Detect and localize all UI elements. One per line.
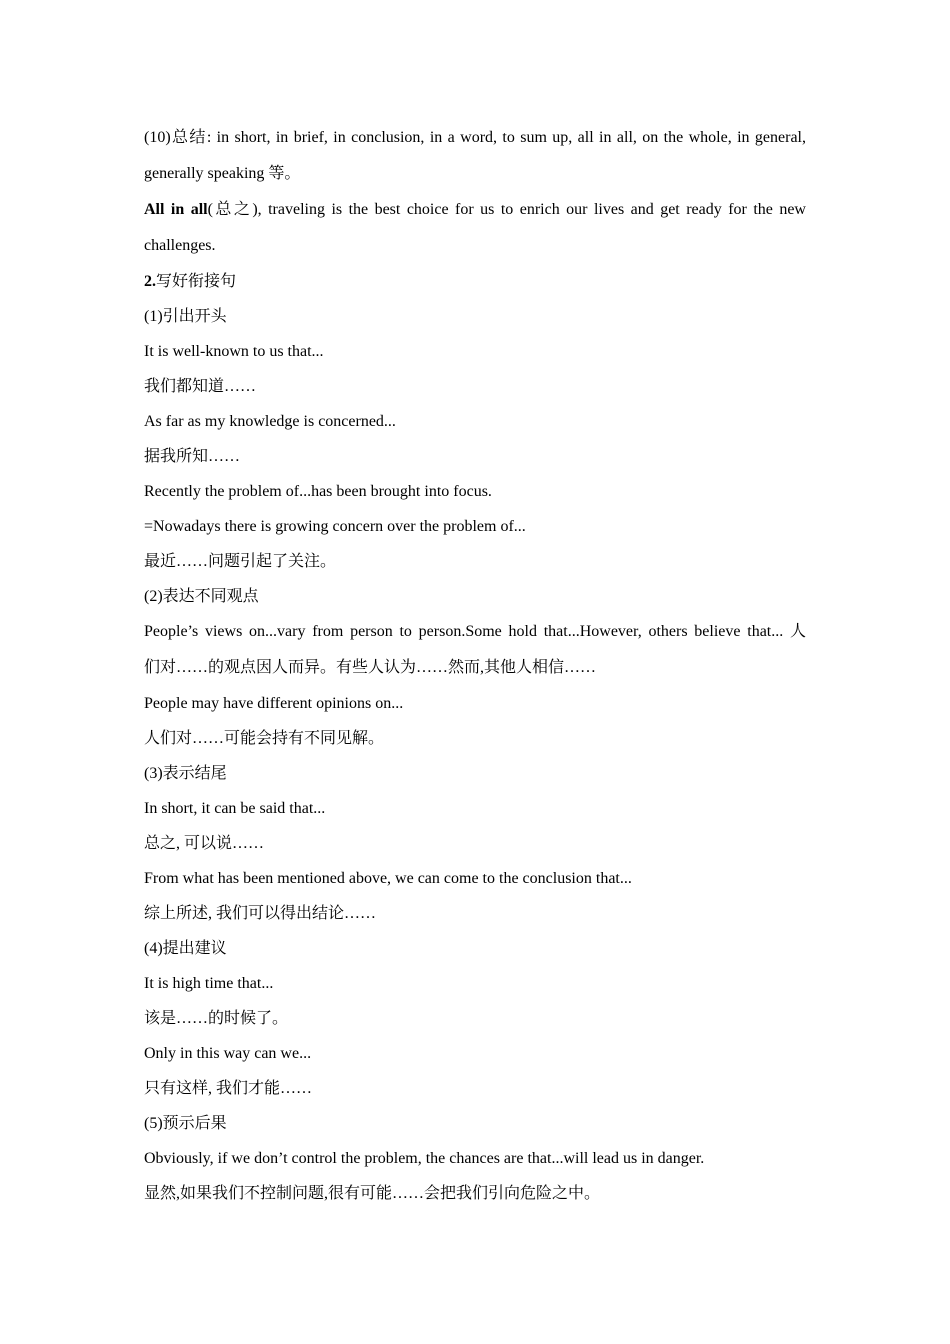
opening-phrase-cn-2: 据我所知…… [144, 448, 241, 465]
ending-phrase-en-1: In short, it can be said that... [144, 800, 326, 817]
example-line-1 [144, 192, 806, 228]
subsection-1-heading: (1)引出开头 [144, 308, 227, 325]
suggestion-phrase-en-2: Only in this way can we... [144, 1045, 312, 1062]
views-phrase-line-1: People’s views on...vary from person to person.Some hold that...However, others believe that... 人 [144, 623, 806, 640]
document-body [144, 120, 806, 1211]
subsection-3-heading: (3)表示结尾 [144, 765, 227, 782]
example-line-1-rest: (总之), traveling is the best choice for us to enrich our lives and get ready for the new [207, 201, 806, 218]
opening-phrase-en-1: It is well-known to us that... [144, 343, 324, 360]
ending-phrase-cn-2: 综上所述, 我们可以得出结论…… [144, 905, 377, 922]
subsection-5-heading: (5)预示后果 [144, 1115, 227, 1132]
opening-phrase-cn-3: 最近……问题引起了关注。 [144, 553, 337, 570]
consequence-phrase-en-1: Obviously, if we don’t control the problem, the chances are that...will lead us in danger. [144, 1150, 705, 1167]
ending-phrase-cn-1: 总之, 可以说…… [144, 835, 265, 852]
summary-line-2: generally speaking 等。 [144, 165, 301, 182]
summary-line-1: (10)总结: in short, in brief, in conclusion, in a word, to sum up, all in all, on the whole, in general, [144, 129, 806, 146]
views-phrase-line-2: 们对……的观点因人而异。有些人认为……然而,其他人相信…… [144, 659, 597, 676]
section-2-number: 2. [144, 273, 156, 290]
suggestion-phrase-en-1: It is high time that... [144, 975, 274, 992]
opening-phrase-en-3: Recently the problem of...has been brought into focus. [144, 483, 492, 500]
section-2-heading: 写好衔接句 [156, 273, 237, 290]
ending-phrase-en-2: From what has been mentioned above, we can come to the conclusion that... [144, 870, 632, 887]
views-phrase-en-2: People may have different opinions on... [144, 695, 404, 712]
example-bold-phrase: All in all [144, 201, 208, 218]
opening-phrase-cn-1: 我们都知道…… [144, 378, 257, 395]
subsection-4-heading: (4)提出建议 [144, 940, 227, 957]
opening-phrase-en-2: As far as my knowledge is concerned... [144, 413, 396, 430]
views-phrase-cn-2: 人们对……可能会持有不同见解。 [144, 730, 385, 747]
suggestion-phrase-cn-2: 只有这样, 我们才能…… [144, 1080, 313, 1097]
subsection-2-heading: (2)表达不同观点 [144, 588, 259, 605]
opening-phrase-en-4: =Nowadays there is growing concern over the problem of... [144, 518, 526, 535]
consequence-phrase-cn-1: 显然,如果我们不控制问题,很有可能……会把我们引向危险之中。 [144, 1185, 601, 1202]
section-2-title [144, 264, 806, 299]
suggestion-phrase-cn-1: 该是……的时候了。 [144, 1010, 289, 1027]
example-line-2: challenges. [144, 237, 216, 254]
